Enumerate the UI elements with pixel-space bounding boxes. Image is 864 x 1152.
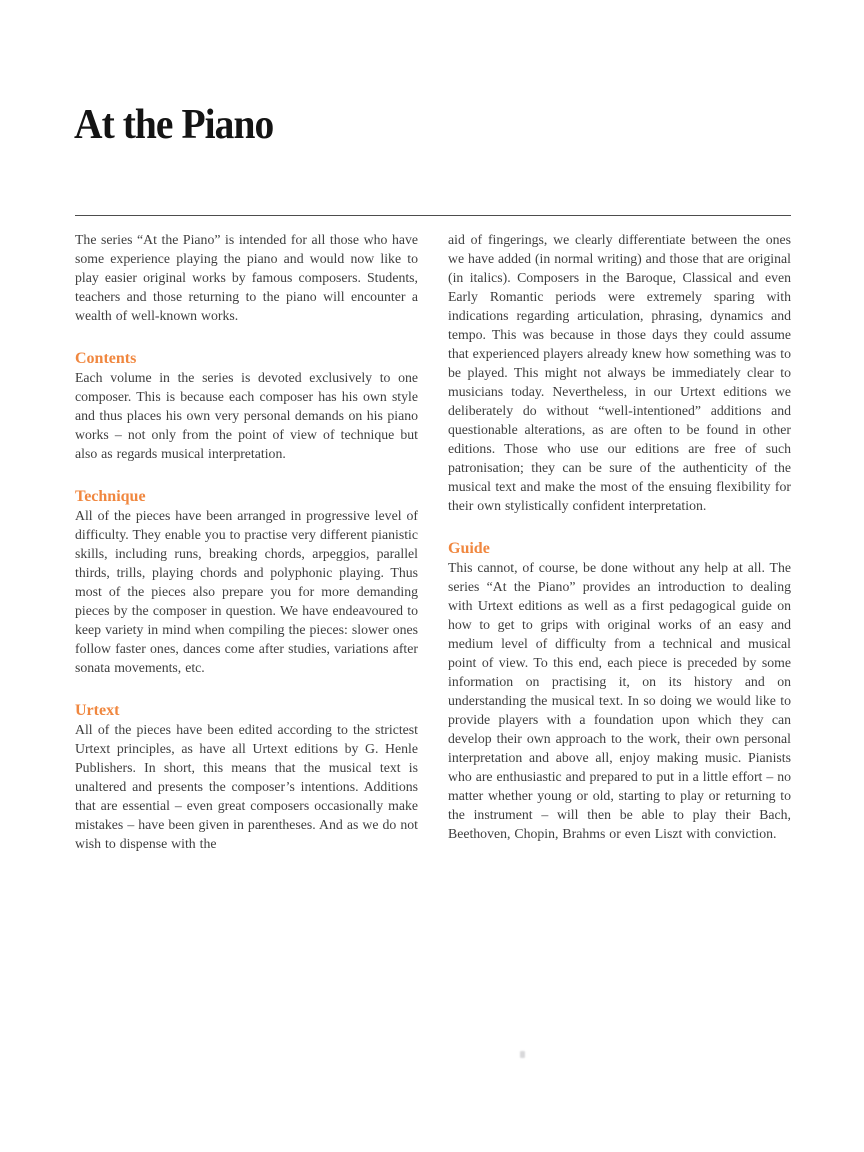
section-heading-technique: Technique [75, 488, 146, 505]
urtext-continuation-paragraph: aid of fingerings, we clearly differentiate between the ones we have added (in normal writing) and those that are original (in italics). Composers in the Baroque, Classical and even Early Romantic periods were extremely sparing with indications regarding articulation, phrasing, dynamics and tempo. This was because in those days they could assume that experienced players already knew how something was to be played. This might not always be immediately clear to musicians today. Nevertheless, in our Urtext editions we deliberately do without “well-intentioned” additions and questionable alterations, as are often to be found in other editions. Those who use our editions are free of such patronisation; they can be sure of the authenticity of the musical text and make the most of the ensuing flexibility for their own stylistically confident interpretation. [448, 232, 791, 513]
column-right [448, 230, 791, 853]
section-heading-contents: Contents [75, 350, 137, 367]
intro-paragraph: The series “At the Piano” is intended for all those who have some experience playing the piano and would now like to play easier original works by famous composers. Students, teachers and those returning to the piano will encounter a wealth of well-known works. [75, 232, 418, 323]
page-title: At the Piano [74, 102, 274, 148]
section-body-contents: Each volume in the series is devoted exclusively to one composer. This is because each composer has his own style and thus places his own very personal demands on his piano works – not only from the point of view of technique but also as regards musical interpretation. [75, 370, 418, 461]
scan-artifact-speck [520, 1051, 525, 1058]
section-body-technique: All of the pieces have been arranged in progressive level of difficulty. They enable you to practise very different pianistic skills, including runs, breaking chords, arpeggios, parallel thirds, trills, playing chords and polyphonic playing. Thus most of the pieces also prepare you for more demanding pieces by the composer in question. We have endeavoured to keep variety in mind when compiling the pieces: slower ones follow faster ones, dances come after studies, variations after sonata movements, etc. [75, 508, 418, 675]
column-left [75, 230, 418, 853]
section-heading-urtext: Urtext [75, 702, 120, 719]
text-columns [75, 230, 791, 853]
section-heading-guide: Guide [448, 540, 490, 557]
section-body-guide: This cannot, of course, be done without any help at all. The series “At the Piano” provides an introduction to dealing with Urtext editions as well as a first pedagogical guide on how to get to grips with original works of an easy and medium level of difficulty from a technical and musical point of view. To this end, each piece is preceded by some information on practising it, on its history and on understanding the musical text. In so doing we would like to provide players with a foundation upon which they can develop their own approach to the work, their own personal interpretation and above all, enjoy making music. Pianists who are enthusiastic and prepared to put in a little effort – no matter whether young or old, starting to play or returning to the instrument – will then be able to play their Bach, Beethoven, Chopin, Brahms or even Liszt with conviction. [448, 560, 791, 841]
divider-rule [75, 215, 791, 216]
section-body-urtext: All of the pieces have been edited according to the strictest Urtext principles, as have all Urtext editions by G. Henle Publishers. In short, this means that the musical text is unaltered and presents the composer’s intentions. Additions that are essential – even great composers occasionally make mistakes – have been given in parentheses. And as we do not wish to dispense with the [75, 722, 418, 851]
